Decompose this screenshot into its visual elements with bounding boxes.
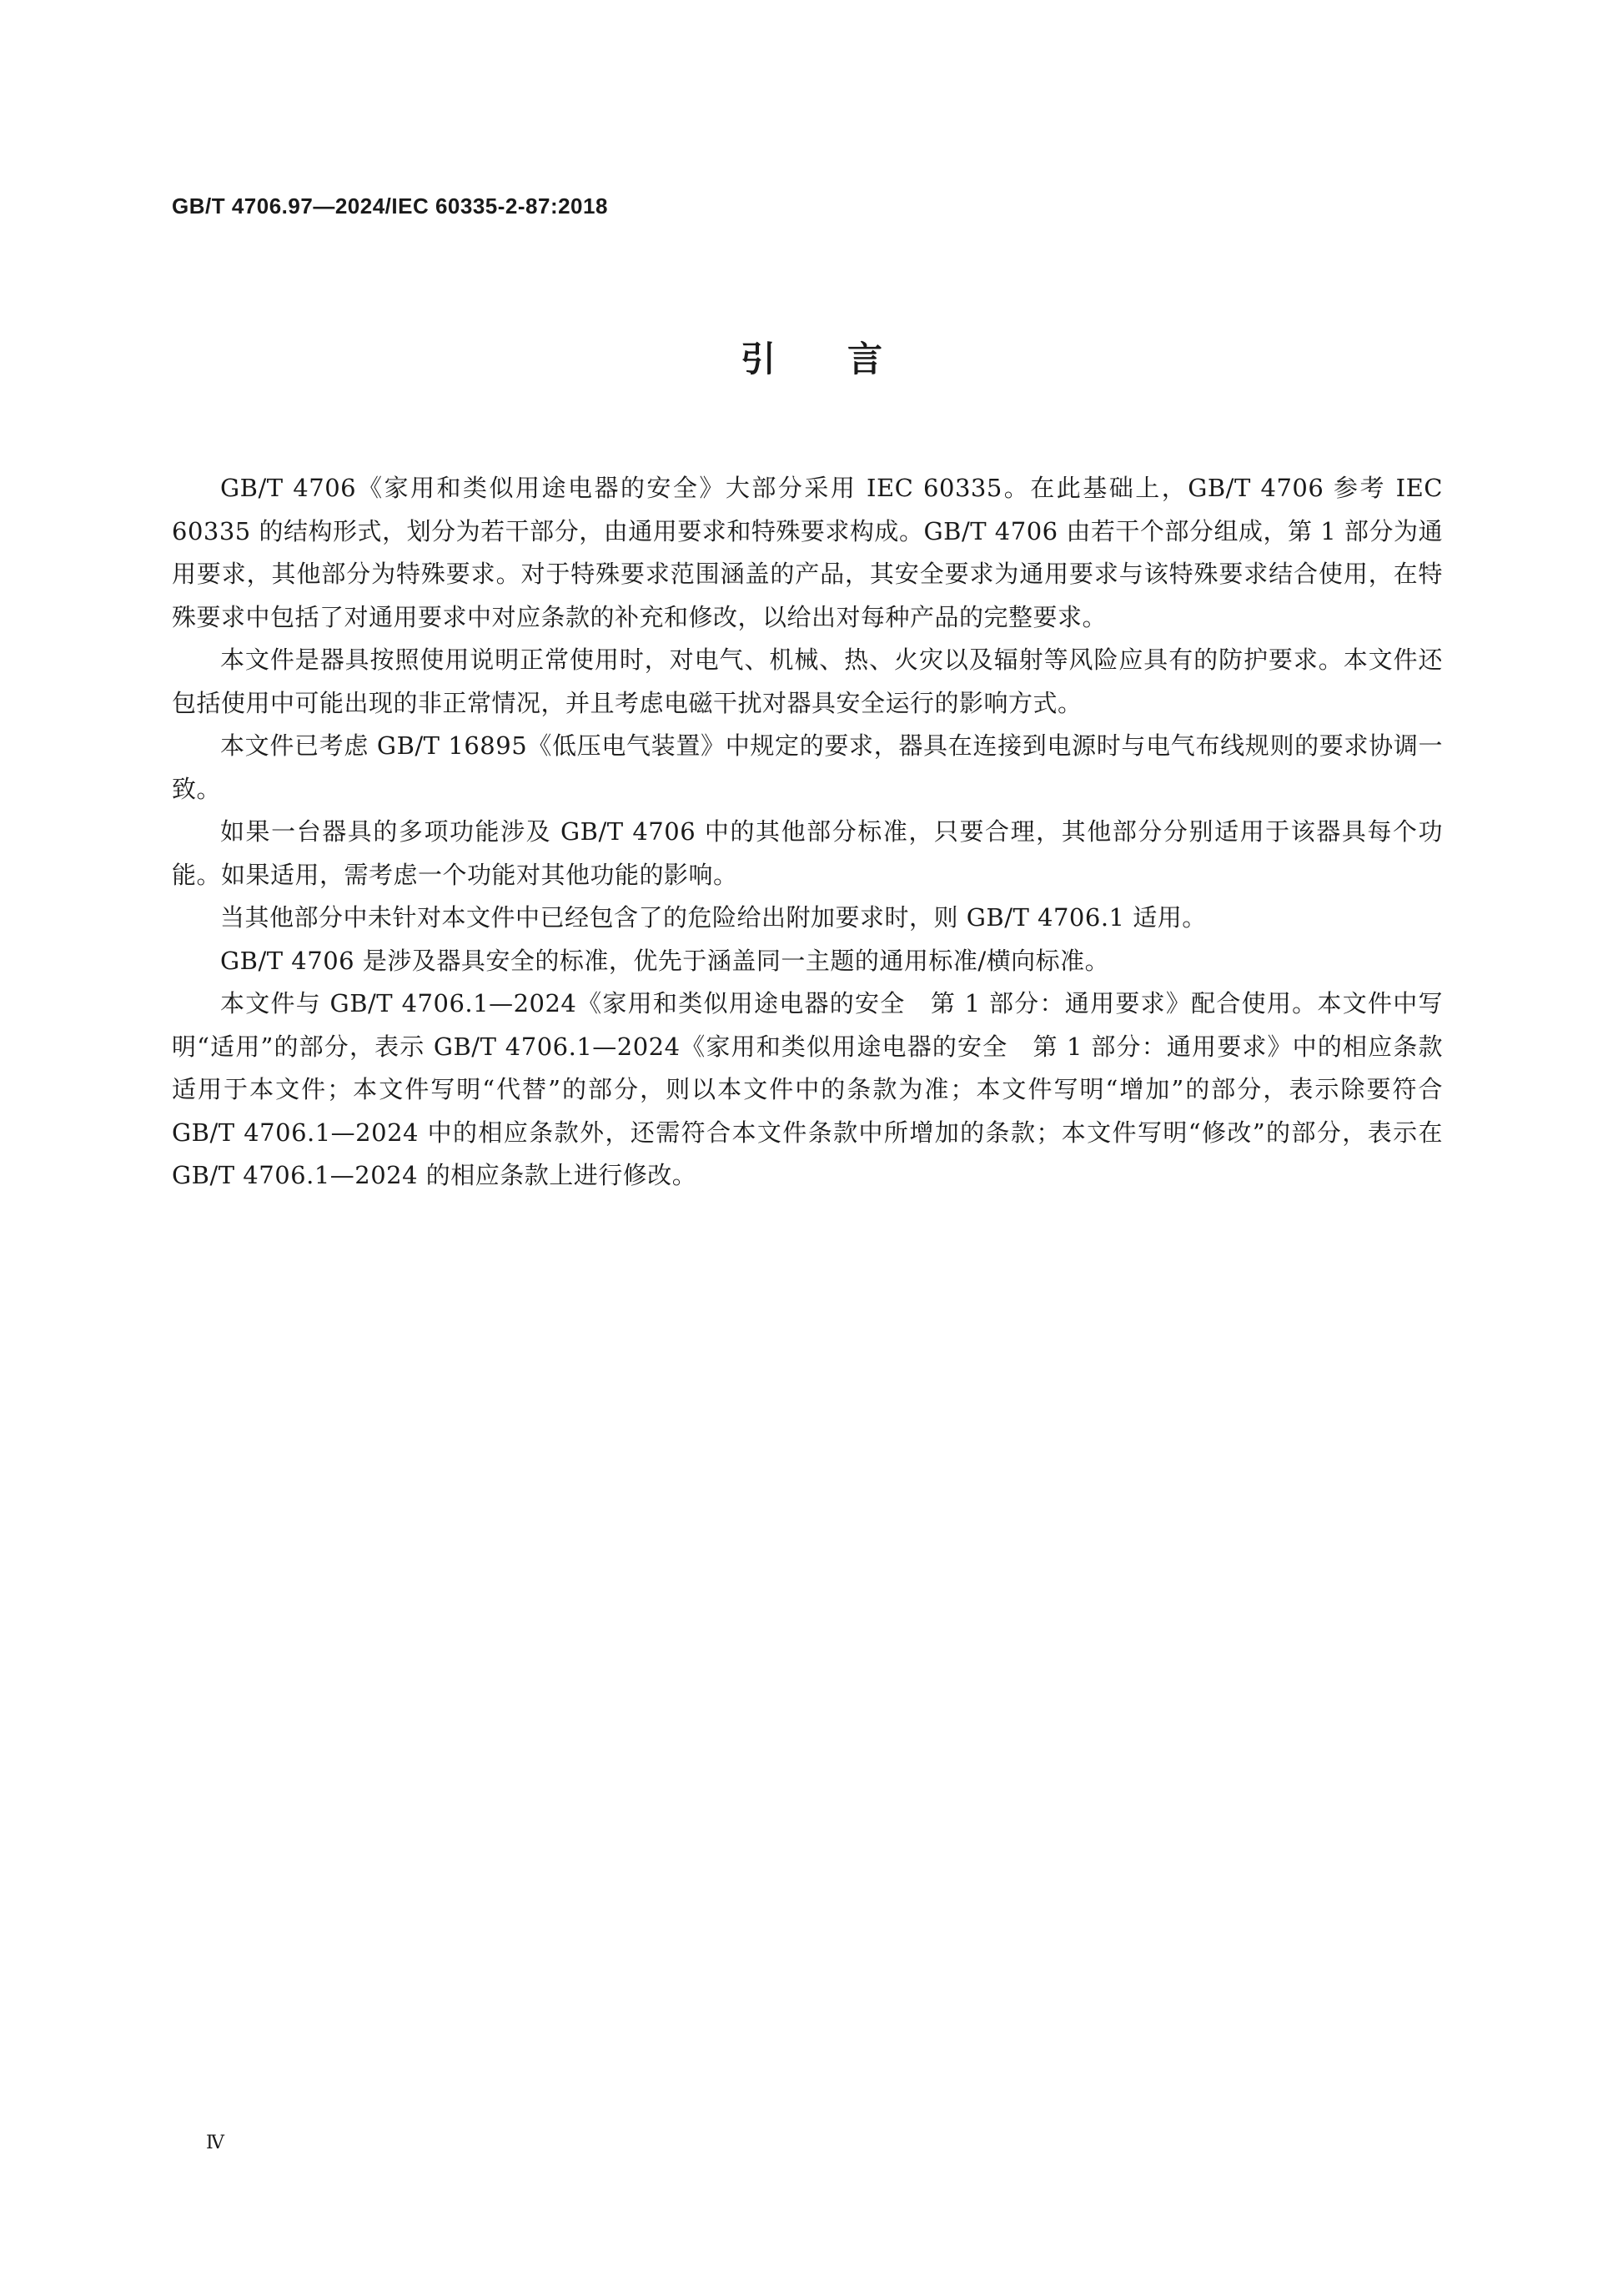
document-header-code: GB/T 4706.97—2024/IEC 60335-2-87:2018 (172, 193, 608, 219)
paragraph-5: 当其他部分中未针对本文件中已经包含了的危险给出附加要求时，则 GB/T 4706.1 适用。 (220, 903, 1207, 932)
paragraph-2: 本文件是器具按照使用说明正常使用时，对电气、机械、热、火灾以及辐射等风险应具有的防护要求。本文件还包括使用中可能出现的非正常情况，并且考虑电磁干扰对器具安全运行的影响方式。 (172, 646, 1443, 717)
paragraph-7: 本文件与 GB/T 4706.1—2024《家用和类似用途电器的安全 第 1 部分：通用要求》配合使用。本文件中写明“适用”的部分，表示 GB/T 4706.1—2024《家用和类似用途电器的安全 第 1 部分：通用要求》中的相应条款适用于本文件；本文件写明“代替”的部分，则以本文件中的条款为准；本文件写明“增加”的部分，表示除要符合 GB/T 4706.1—2024 中的相应条款外，还需符合本文件条款中所增加的条款；本文件写明“修改”的部分，表示在 GB/T 4706.1—2024 的相应条款上进行修改。 (172, 989, 1443, 1189)
paragraph-4: 如果一台器具的多项功能涉及 GB/T 4706 中的其他部分标准，只要合理，其他部分分别适用于该器具每个功能。如果适用，需考虑一个功能对其他功能的影响。 (172, 817, 1443, 889)
paragraph-3: 本文件已考虑 GB/T 16895《低压电气装置》中规定的要求，器具在连接到电源时与电气布线规则的要求协调一致。 (172, 731, 1443, 803)
page-title: 引言 (740, 339, 954, 379)
introduction-body (172, 467, 1443, 1198)
paragraph-6: GB/T 4706 是涉及器具安全的标准，优先于涵盖同一主题的通用标准/横向标准。 (220, 946, 1110, 975)
page-number: Ⅳ (206, 2133, 224, 2153)
paragraph-1: GB/T 4706《家用和类似用途电器的安全》大部分采用 IEC 60335。在此基础上，GB/T 4706 参考 IEC 60335 的结构形式，划分为若干部分，由通用要求和特殊要求构成。GB/T 4706 由若干个部分组成，第 1 部分为通用要求，其他部分为特殊要求。对于特殊要求范围涵盖的产品，其安全要求为通用要求与该特殊要求结合使用，在特殊要求中包括了对通用要求中对应条款的补充和修改，以给出对每种产品的完整要求。 (172, 474, 1443, 631)
